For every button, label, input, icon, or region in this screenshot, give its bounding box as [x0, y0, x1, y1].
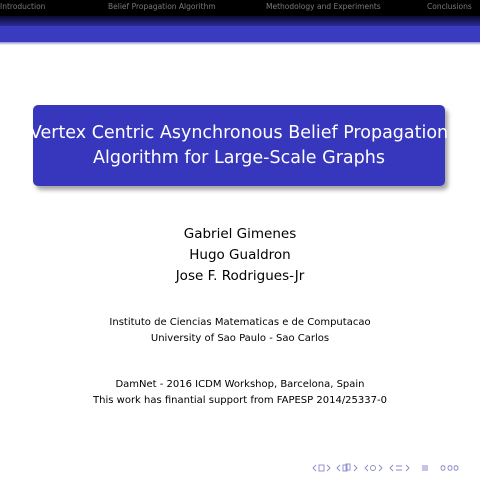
header-band-fade: [0, 42, 480, 45]
header-band-dark: [0, 16, 480, 26]
first-slide-icon[interactable]: [313, 465, 316, 471]
beamer-navigation-controls: [310, 462, 476, 474]
nav-section-belief-propagation[interactable]: Belief Propagation Algorithm: [108, 2, 216, 11]
first-frame-icon[interactable]: [337, 465, 340, 471]
title-line-1: Vertex Centric Asynchronous Belief Propagation: [29, 122, 449, 143]
search-icon[interactable]: [441, 466, 458, 471]
institute-block: [0, 315, 480, 347]
author-name: Hugo Gualdron: [189, 247, 291, 263]
nav-section-methodology[interactable]: Methodology and Experiments: [266, 2, 381, 11]
author-name: Gabriel Gimenes: [183, 226, 297, 242]
title-box: [29, 105, 449, 186]
first-section-icon[interactable]: [390, 465, 393, 471]
funding-line: This work has finantial support from FAPESP 2014/25337-0: [93, 395, 387, 406]
header-band-blue: [0, 26, 480, 42]
title-line-2: Algorithm for Large-Scale Graphs: [93, 147, 385, 168]
institute-line-2: University of Sao Paulo - Sao Carlos: [150, 333, 330, 344]
section-navbar: [0, 0, 480, 16]
date-block: [0, 377, 480, 409]
prev-subsection-icon[interactable]: [371, 465, 383, 471]
prev-frame-icon[interactable]: [343, 464, 357, 471]
first-subsection-icon[interactable]: [365, 465, 368, 471]
align-icon[interactable]: [422, 466, 428, 470]
institute-line-1: Instituto de Ciencias Matematicas e de Computacao: [109, 317, 371, 328]
event-line: DamNet - 2016 ICDM Workshop, Barcelona, Spain: [115, 379, 365, 390]
nav-section-conclusions[interactable]: Conclusions: [427, 2, 472, 11]
prev-section-icon[interactable]: [396, 465, 409, 471]
author-name: Jose F. Rodrigues-Jr: [175, 268, 305, 284]
author-list: [0, 224, 480, 287]
nav-section-introduction[interactable]: Introduction: [0, 2, 46, 11]
prev-slide-icon[interactable]: [319, 465, 330, 471]
